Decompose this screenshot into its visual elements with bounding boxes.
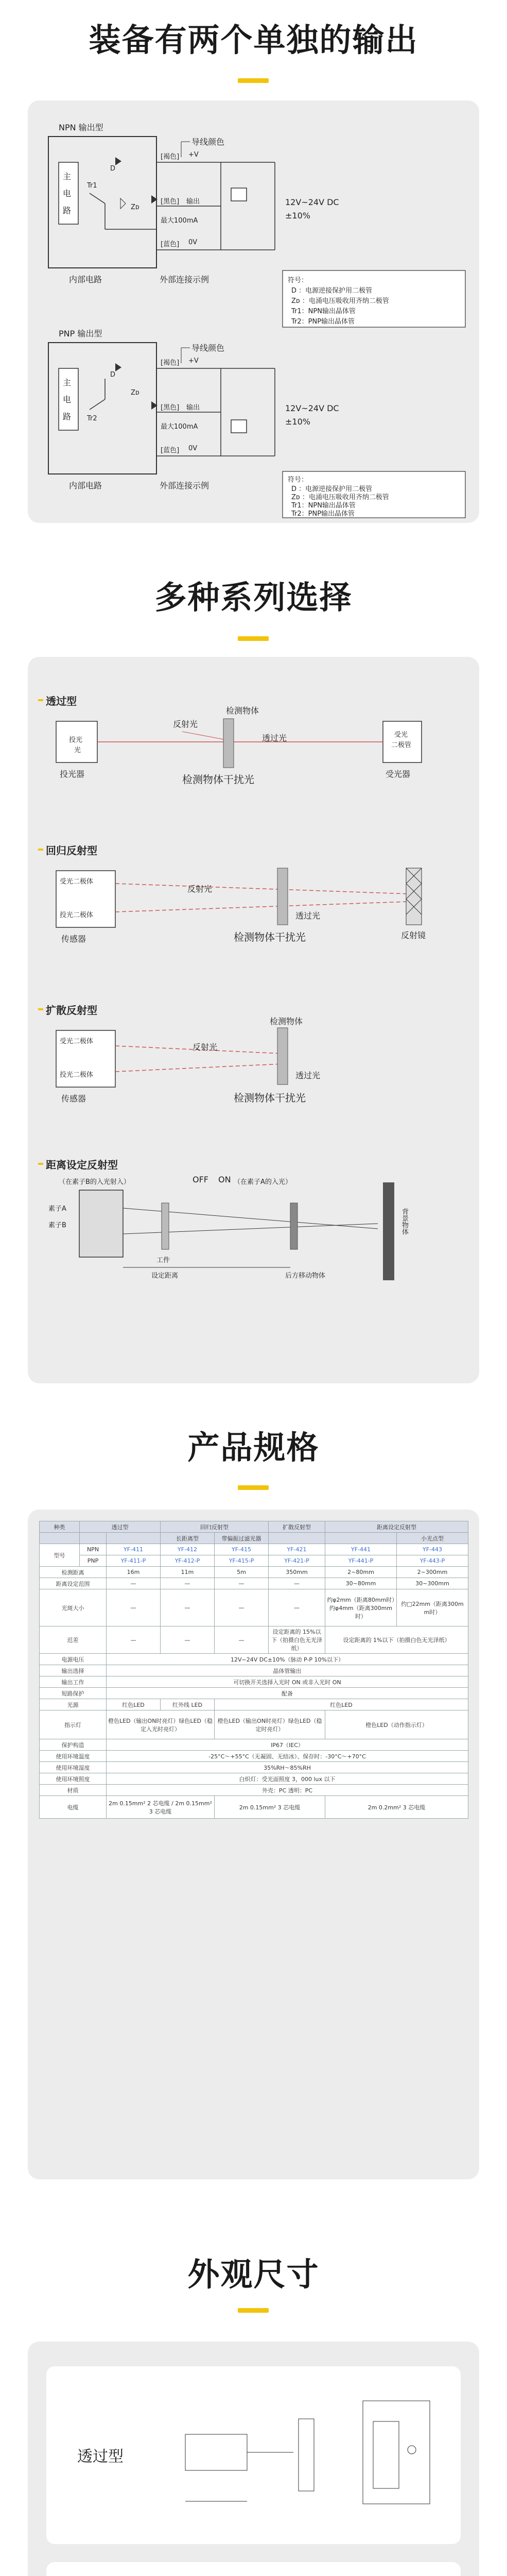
- black-wire-label: [黑色]: [161, 198, 180, 206]
- section-title-specs: 产品规格: [187, 1429, 320, 1466]
- td-cell: 5m: [215, 1567, 269, 1578]
- zero-v-label: 0V: [188, 239, 198, 246]
- td-label: 检测距离: [40, 1567, 107, 1578]
- td-model: 型号: [40, 1544, 80, 1567]
- retro-interfere: 检测物体干扰光: [234, 931, 306, 943]
- wire-color-label: 导线颜色: [191, 137, 225, 147]
- th-diffuse: 扩散反射型: [269, 1521, 325, 1533]
- thru-receiver-label: 受光器: [386, 769, 411, 779]
- td-cell: YF-415: [215, 1544, 269, 1555]
- td-cell: YF-411: [107, 1544, 161, 1555]
- retro-title: 回归反射型: [46, 844, 97, 857]
- td-label: 电缆: [40, 1796, 107, 1819]
- spec-table: [39, 1521, 468, 1819]
- td-label: 光斑大小: [40, 1589, 107, 1626]
- td-cell: 35%RH～85%RH: [107, 1762, 468, 1773]
- th-retro: 回归反射型: [161, 1521, 269, 1533]
- spec-panel: [28, 1510, 479, 2179]
- tolerance-label: ±10%: [285, 211, 310, 221]
- blue-wire-label: [蓝色]: [161, 241, 180, 248]
- section-underline: [238, 2308, 269, 2313]
- td-cell: YF-412: [161, 1544, 215, 1555]
- legend-title: 符号：: [288, 476, 308, 484]
- td-cell: 橙色LED（输出ON时亮灯）绿色LED（稳定时亮灯）: [215, 1710, 325, 1739]
- td-label: 使用环境温度: [40, 1751, 107, 1762]
- dist-off: OFF: [193, 1175, 208, 1184]
- thru-receiver-sub: 二极管: [391, 741, 412, 749]
- legend-item: Tr1：NPN输出晶体管: [291, 502, 356, 510]
- thru-light: 反射光: [173, 719, 198, 729]
- plus-v-label: +V: [188, 357, 199, 365]
- td-cell: —: [107, 1589, 161, 1626]
- road-label: 路: [63, 206, 72, 215]
- td-label: 指示灯: [40, 1710, 107, 1739]
- td-cell: —: [215, 1589, 269, 1626]
- thru-pass: 透过光: [262, 733, 287, 743]
- thru-title: 透过型: [46, 695, 77, 707]
- diode-label: D: [110, 165, 116, 173]
- dist-elem-b: 素子B: [48, 1222, 66, 1229]
- legend-item: Zᴅ ：电涌电压吸收用齐纳二极管: [291, 494, 389, 501]
- td-cell: YF-441-P: [325, 1555, 397, 1567]
- td-cell: 12V~24V DC±10%（脉动 P-P 10%以下）: [107, 1654, 468, 1665]
- td-cell: 2m 0.15mm² 2 芯电缆 / 2m 0.15mm² 3 芯电缆: [107, 1796, 215, 1819]
- td-cell: —: [161, 1578, 215, 1589]
- td-label: 短路保护: [40, 1688, 107, 1699]
- td-cell: —: [107, 1626, 161, 1654]
- retro-pass: 透过光: [295, 911, 321, 921]
- td-label: 迟差: [40, 1626, 107, 1654]
- pnp-title: PNP 输出型: [59, 329, 102, 338]
- tr1-label: Tr1: [87, 182, 97, 190]
- td-cell: 设定距离的 1%以下（拍摄白色无光泽纸）: [325, 1626, 468, 1654]
- external-example-label: 外部连接示例: [160, 481, 209, 490]
- td-cell: 30~80mm: [325, 1578, 397, 1589]
- legend-item: D ：电源逆接保护用二极管: [291, 287, 373, 295]
- td-cell: 配备: [107, 1688, 468, 1699]
- dist-bg: 背景物体: [400, 1208, 408, 1235]
- diffuse-interfere: 检测物体干扰光: [234, 1092, 306, 1104]
- td-label: 输出选择: [40, 1665, 107, 1676]
- dist-on: ON: [218, 1175, 231, 1184]
- td-cell: 晶体管输出: [107, 1665, 468, 1676]
- retro-mirror: 反射镜: [401, 930, 426, 940]
- circuit-label: 电: [63, 189, 72, 198]
- dist-title: 距离设定反射型: [46, 1159, 118, 1171]
- legend-item: Tr2：PNP输出晶体管: [291, 510, 355, 518]
- td-cell: 2~300mm: [397, 1567, 468, 1578]
- brown-wire-label: [褐色]: [161, 359, 180, 367]
- td-cell: 2~80mm: [325, 1567, 397, 1578]
- diffuse-pass: 透过光: [295, 1071, 321, 1080]
- diffuse-sensor: 传感器: [61, 1094, 86, 1104]
- td-cell: YF-421-P: [269, 1555, 325, 1567]
- main-label: 主: [63, 172, 72, 181]
- output-label: 输出: [186, 198, 200, 206]
- circuit-label: 电: [63, 395, 72, 404]
- section-underline: [238, 1485, 269, 1490]
- td-cell: YF-412-P: [161, 1555, 215, 1567]
- td-cell: —: [215, 1626, 269, 1654]
- npn-title: NPN 输出型: [59, 123, 103, 132]
- section-title-series: 多种系列选择: [154, 579, 353, 616]
- td-cell: —: [161, 1626, 215, 1654]
- thru-receiver: 受光: [394, 731, 408, 739]
- td-label: 距离设定范围: [40, 1578, 107, 1589]
- retro-tx: 投光二极体: [60, 911, 94, 919]
- td-label: 使用环境照度: [40, 1773, 107, 1785]
- dist-note-on: （在素子A的入光）: [234, 1178, 292, 1186]
- thru-emitter-label: 投光器: [60, 769, 85, 779]
- td-cell: 红外线 LED: [161, 1699, 215, 1710]
- td-cell: YF-441: [325, 1544, 397, 1555]
- zener-label: Zᴅ: [131, 204, 139, 211]
- diffuse-tx: 投光二极体: [60, 1071, 94, 1079]
- td-label: 保护构造: [40, 1739, 107, 1751]
- legend-item: Tr1：NPN输出晶体管: [291, 308, 356, 315]
- td-cell: 设定距离的 15%以下（拍摄白色无光泽纸）: [269, 1626, 325, 1654]
- retro-drawing: [154, 2573, 453, 2576]
- td-cell: 橙色LED（输出ON时亮灯）绿色LED（稳定入光时亮灯）: [107, 1710, 215, 1739]
- diffuse-rx: 受光二极体: [60, 1038, 94, 1045]
- legend-item: D ：电源逆接保护用二极管: [291, 485, 373, 493]
- black-wire-label: [黑色]: [161, 404, 180, 412]
- legend-item: Tr2：PNP输出晶体管: [291, 318, 355, 326]
- td-cell: —: [269, 1589, 325, 1626]
- dist-note-in: （在素子B的入光射入）: [59, 1178, 130, 1186]
- circuit-panel: [28, 100, 479, 523]
- td-cell: 橙色LED（动作指示灯）: [325, 1710, 468, 1739]
- thru-drawing: [165, 2378, 453, 2532]
- td-cell: YF-443-P: [397, 1555, 468, 1567]
- dist-set-pos: 设定距离: [151, 1272, 179, 1280]
- td-cell: 可切换开关选择入光时 ON 或非入光时 ON: [107, 1676, 468, 1688]
- legend-title: 符号：: [288, 277, 308, 284]
- internal-circuit-label: 内部电路: [69, 481, 102, 490]
- td-cell: 350mm: [269, 1567, 325, 1578]
- blue-wire-label: [蓝色]: [161, 447, 180, 454]
- dim-label-thru: 透过型: [77, 2448, 124, 2466]
- td-cell: 白炽灯：受光面照度 3，000 lux 以下: [107, 1773, 468, 1785]
- td-cell: —: [215, 1578, 269, 1589]
- th-dist: 距离设定反射型: [325, 1521, 468, 1533]
- td-cell: 红色LED: [107, 1699, 161, 1710]
- td-npn: NPN: [80, 1544, 107, 1555]
- legend-item: Zᴅ ：电涌电压吸收用齐纳二极管: [291, 297, 389, 305]
- th-polar: 带偏振过滤光器: [215, 1533, 269, 1544]
- output-label: 输出: [186, 404, 200, 412]
- th-kind: 种类: [40, 1521, 80, 1533]
- dist-work: 工件: [156, 1257, 170, 1264]
- th-thru: 透过型: [80, 1521, 161, 1533]
- td-cell: —: [269, 1578, 325, 1589]
- td-cell: 外壳：PC 透明：PC: [107, 1785, 468, 1796]
- retro-rx: 受光二极体: [60, 878, 94, 886]
- main-label: 主: [63, 378, 72, 387]
- td-label: 使用环境湿度: [40, 1762, 107, 1773]
- zero-v-label: 0V: [188, 445, 198, 452]
- td-label: 电源电压: [40, 1654, 107, 1665]
- thru-emitter-sub: 光: [74, 747, 81, 754]
- tr2-label: Tr2: [87, 415, 97, 422]
- max-current-label: 最大100mA: [161, 217, 198, 225]
- retro-reflect: 反射光: [187, 884, 213, 894]
- plus-v-label: +V: [188, 151, 199, 159]
- section-underline: [238, 636, 269, 641]
- external-example-label: 外部连接示例: [160, 275, 209, 284]
- td-cell: 2m 0.2mm² 3 芯电缆: [325, 1796, 468, 1819]
- thru-object: 检测物体: [226, 706, 259, 716]
- th-small: 小光点型: [397, 1533, 468, 1544]
- diffuse-object: 检测物体: [270, 1016, 303, 1026]
- supply-label: 12V~24V DC: [285, 403, 339, 413]
- td-cell: YF-421: [269, 1544, 325, 1555]
- td-cell: 约□22mm（距离300mm时）: [397, 1589, 468, 1626]
- td-cell: -25°C～+55°C（无凝固、无结冰）、保存时：-30°C～+70°C: [107, 1751, 468, 1762]
- internal-circuit-label: 内部电路: [69, 275, 102, 284]
- wire-color-label: 导线颜色: [191, 343, 225, 353]
- circuit-diagram: [28, 100, 479, 523]
- series-panel: [28, 657, 479, 1383]
- td-cell: YF-415-P: [215, 1555, 269, 1567]
- td-cell: —: [107, 1578, 161, 1589]
- brown-wire-label: [褐色]: [161, 153, 180, 161]
- max-current-label: 最大100mA: [161, 423, 198, 431]
- td-cell: 16m: [107, 1567, 161, 1578]
- td-label: 光源: [40, 1699, 107, 1710]
- diode-label: D: [110, 371, 116, 379]
- th-long: 长距离型: [161, 1533, 215, 1544]
- section-title-dims: 外观尺寸: [187, 2256, 320, 2293]
- td-cell: 2m 0.15mm² 3 芯电缆: [215, 1796, 325, 1819]
- dist-rear: 后方移动物体: [285, 1272, 326, 1280]
- section-underline: [238, 78, 269, 83]
- diffuse-reflect: 反射光: [193, 1042, 218, 1052]
- zener-label: Zᴅ: [131, 389, 139, 397]
- td-cell: —: [161, 1589, 215, 1626]
- td-cell: 约φ2mm（距离80mm时）约φ4mm（距离300mm时）: [325, 1589, 397, 1626]
- tolerance-label: ±10%: [285, 417, 310, 427]
- thru-interfere: 检测物体干扰光: [182, 773, 254, 786]
- td-cell: 红色LED: [215, 1699, 468, 1710]
- thru-emitter: 投光: [69, 736, 83, 744]
- supply-label: 12V~24V DC: [285, 197, 339, 207]
- td-label: 材质: [40, 1785, 107, 1796]
- td-cell: YF-411-P: [107, 1555, 161, 1567]
- series-diagrams: [28, 657, 479, 1383]
- td-cell: 30~300mm: [397, 1578, 468, 1589]
- dims-panel: [28, 2342, 479, 2576]
- diffuse-title: 扩散反射型: [46, 1004, 97, 1016]
- td-label: 输出工作: [40, 1676, 107, 1688]
- dim-card-retro: [46, 2562, 461, 2576]
- dim-card-thru: [46, 2366, 461, 2544]
- td-pnp: PNP: [80, 1555, 107, 1567]
- retro-sensor: 传感器: [61, 934, 86, 944]
- td-cell: IP67（IEC）: [107, 1739, 468, 1751]
- td-cell: 11m: [161, 1567, 215, 1578]
- section-title-outputs: 装备有两个单独的输出: [89, 21, 418, 59]
- road-label: 路: [63, 412, 72, 421]
- td-cell: YF-443: [397, 1544, 468, 1555]
- dist-elem-a: 素子A: [48, 1205, 66, 1213]
